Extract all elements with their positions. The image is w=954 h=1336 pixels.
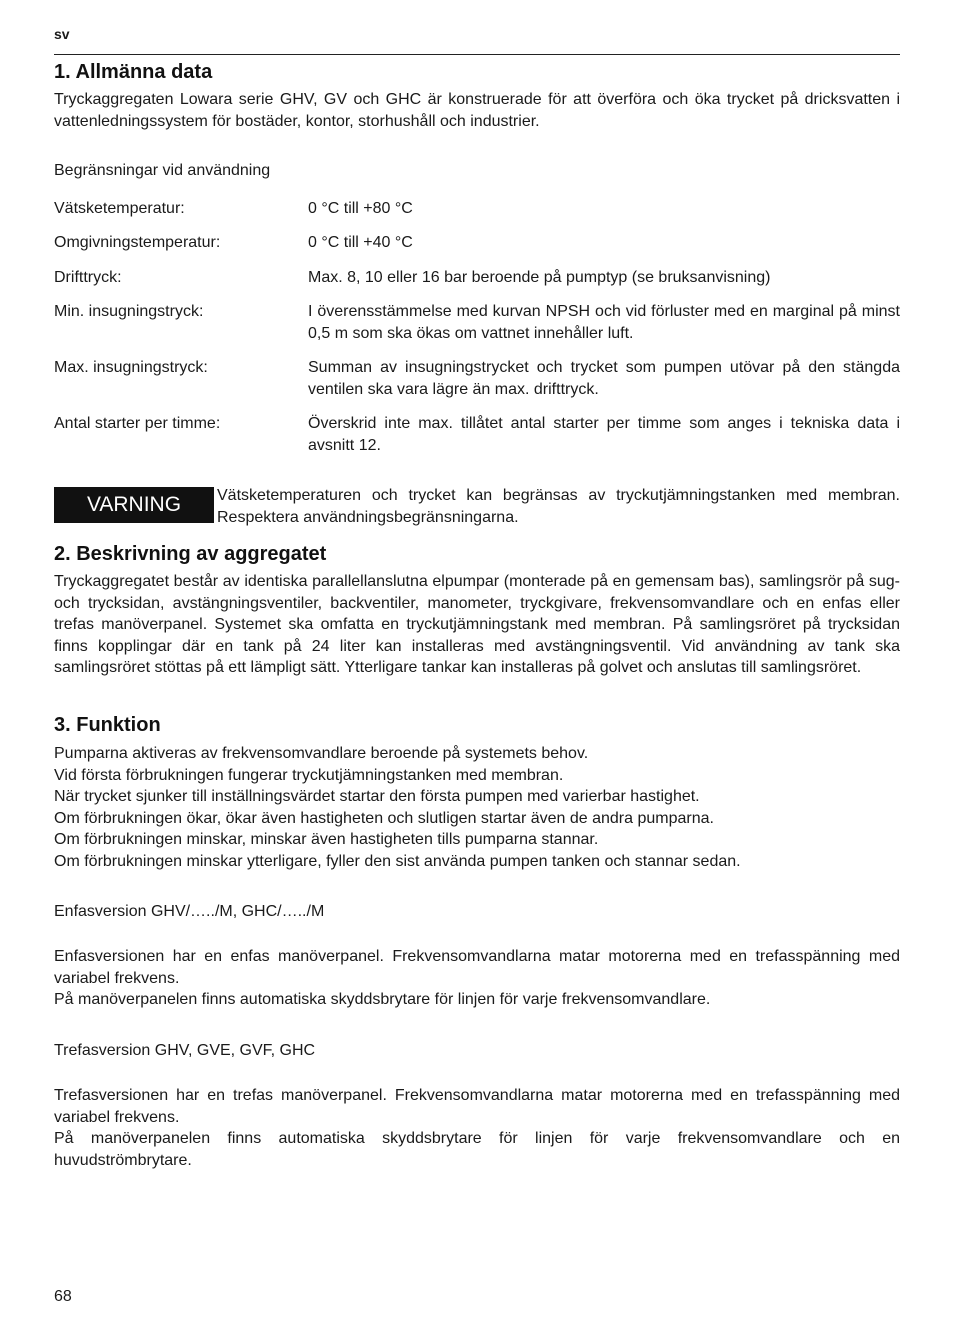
section-3-title: 3. Funktion (54, 714, 161, 736)
function-line: Pumparna aktiveras av frekvensomvandlare beroende på systemets behov. (54, 745, 589, 762)
page-number: 68 (54, 1288, 72, 1305)
section-1-title: 1. Allmänna data (54, 61, 213, 83)
function-line: Om förbrukningen minskar, minskar även hastigheten tills pumparna stannar. (54, 831, 599, 848)
single-phase-text-1: Enfasversionen har en enfas manöverpanel. Frekvensomvandlarna matar motorerna med en trefasspänning med variabel frekvens. (54, 948, 900, 987)
three-phase-text-1: Trefasversionen har en trefas manöverpanel. Frekvensomvandlarna matar motorerna med en trefasspänning med variabel frekvens. (54, 1087, 900, 1126)
limit-value: I överensstämmelse med kurvan NPSH och vid förluster med en marginal på minst 0,5 m som ska ökas om vattnet innehåller luft. (308, 303, 900, 342)
function-line: Vid första förbrukningen fungerar tryckutjämningstanken med membran. (54, 766, 564, 784)
limit-label: Omgivningstemperatur: (54, 234, 221, 251)
warning-badge: VARNING (54, 487, 214, 523)
limit-value: Max. 8, 10 eller 16 bar beroende på pumptyp (se bruksanvisning) (308, 269, 771, 286)
limit-label: Drifttryck: (54, 269, 122, 286)
limit-label: Max. insugningstryck: (54, 359, 208, 376)
function-line: När trycket sjunker till inställningsvärdet startar den första pumpen med varierbar hastighet. (54, 788, 700, 805)
section-1-intro: Tryckaggregaten Lowara serie GHV, GV och GHC är konstruerade för att överföra och öka trycket på dricksvatten i vattenledningssystem för bostäder, kontor, storhushåll och industrier. (54, 91, 900, 130)
limits-heading: Begränsningar vid användning (54, 162, 271, 179)
three-phase-heading: Trefasversion GHV, GVE, GVF, GHC (54, 1042, 316, 1059)
language-code: sv (54, 26, 70, 42)
limit-label: Vätsketemperatur: (54, 200, 185, 217)
section-2-title: 2. Beskrivning av aggregatet (54, 543, 327, 565)
function-line: Om förbrukningen ökar, ökar även hastigheten och slutligen startar även de andra pumparna. (54, 809, 714, 827)
limit-value: Överskrid inte max. tillåtet antal starter per timme som anges i tekniska data i avsnitt 12. (308, 415, 900, 454)
limit-label: Min. insugningstryck: (54, 303, 204, 320)
function-lines (54, 743, 900, 872)
single-phase-heading: Enfasversion GHV/…../M, GHC/…../M (54, 903, 325, 920)
header-rule (54, 54, 900, 55)
single-phase-text-2: På manöverpanelen finns automatiska skyddsbrytare för linjen för varje frekvensomvandlare. (54, 991, 711, 1008)
three-phase-text-2: På manöverpanelen finns automatiska skyddsbrytare för linjen för varje frekvensomvandlare och en huvudströmbrytare. (54, 1130, 900, 1169)
section-2-text: Tryckaggregatet består av identiska parallellanslutna elpumpar (monterade på en gemensam bas), samlingsrör på sug- och trycksidan, avstängningsventiler, backventiler, manometer, tryckgivare, frekvensomvandlare och en enfas eller trefas manöverpanel. Systemet ska omfatta en tryckutjämningstank med membran. På samlingsröret på trycksidan finns kopplingar där en tank på 24 liter kan installeras med avstängningsventil. Vid användning av tank ska samlingsröret stöttas på ett lämpligt sätt. Ytterligare tankar kan installeras på golvet och anslutas till samlingsröret. (54, 573, 900, 676)
function-line: Om förbrukningen minskar ytterligare, fyller den sist använda pumpen tanken och stannar sedan. (54, 852, 741, 870)
limit-value: Summan av insugningstrycket och trycket som pumpen utövar på den stängda ventilen ska vara lägre än max. drifttryck. (308, 359, 900, 398)
limit-value: 0 °C till +40 °C (308, 234, 413, 251)
warning-text: Vätsketemperaturen och trycket kan begränsas av tryckutjämningstanken med membran. Respektera användningsbegränsningarna. (217, 487, 900, 526)
limit-value: 0 °C till +80 °C (308, 200, 413, 217)
limit-label: Antal starter per timme: (54, 415, 221, 432)
